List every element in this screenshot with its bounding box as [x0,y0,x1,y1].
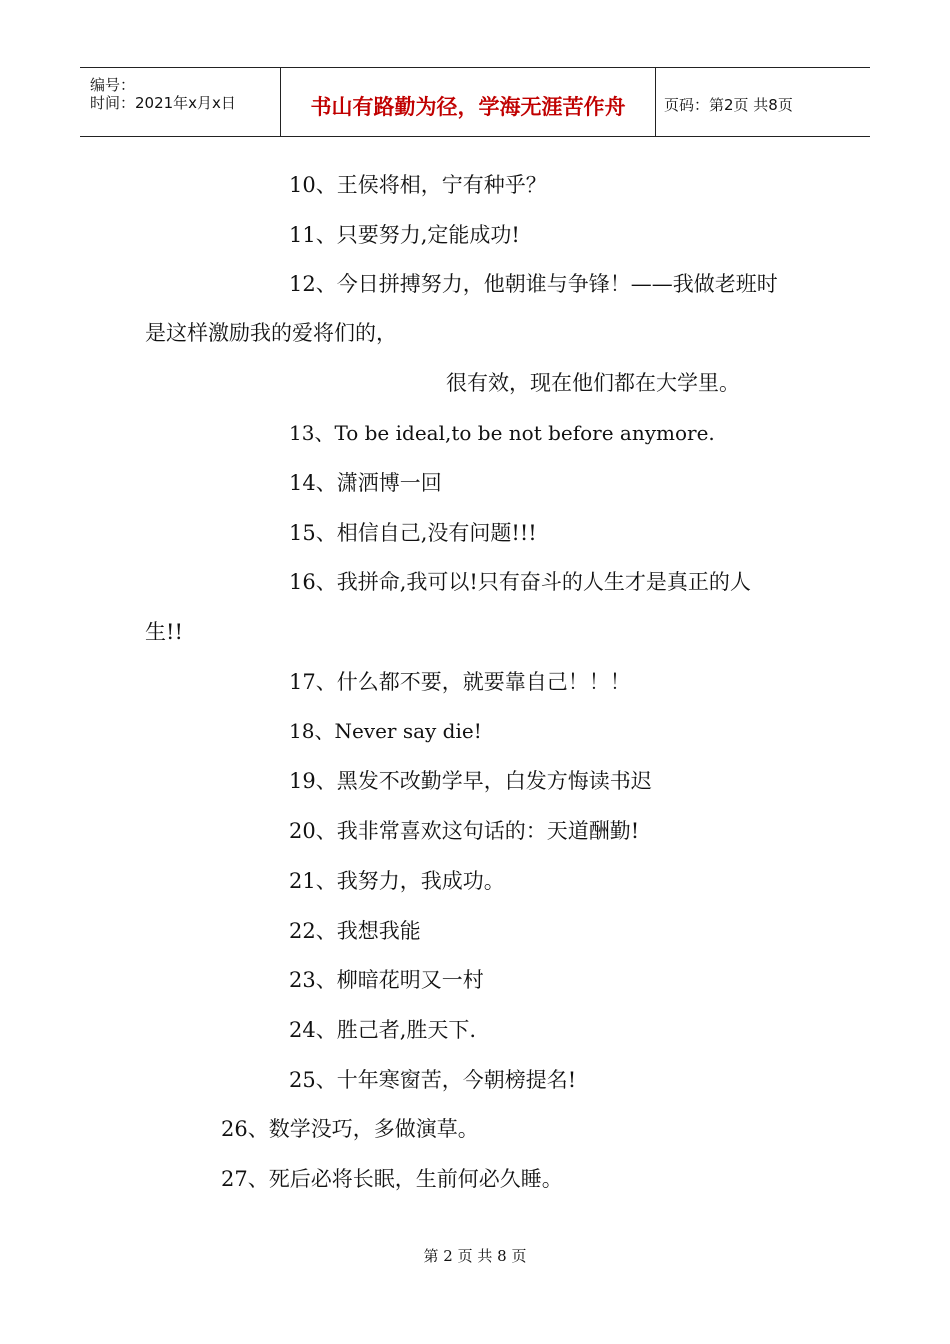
header-right-cell [656,68,870,136]
list-item: 11、只要努力,定能成功! [289,223,520,247]
list-item-continuation: 是这样激励我的爱将们的， [145,321,397,345]
list-item: 27、死后必将长眠，生前何必久睡。 [221,1167,563,1191]
list-item: 26、数学没巧，多做演草。 [221,1117,479,1141]
list-item: 24、胜己者,胜天下. [289,1018,477,1042]
header-page-info: 页码：第2页 共8页 [664,96,793,114]
list-item: 13、To be ideal,to be not before anymore. [289,421,715,445]
list-item: 21、我努力，我成功。 [289,869,505,893]
list-item: 12、今日拼搏努力，他朝谁与争锋！——我做老班时 [289,272,778,296]
list-item: 20、我非常喜欢这句话的：天道酬勤! [289,819,640,843]
page-footer: 第 2 页 共 8 页 [423,1247,527,1265]
document-time-label: 时间：2021年x月x日 [90,94,236,112]
list-item: 17、什么都不要，就要靠自己！！！ [289,670,631,694]
list-item: 10、王侯将相，宁有种乎？ [289,173,547,197]
list-item: 16、我拼命,我可以!只有奋斗的人生才是真正的人 [289,570,751,594]
list-item: 15、相信自己,没有问题!!! [289,521,537,545]
list-item-continuation: 生!! [145,620,183,644]
document-number-label: 编号： [90,76,136,94]
header-motto: 书山有路勤为径，学海无涯苦作舟 [310,95,626,119]
list-item: 25、十年寒窗苦，今朝榜提名! [289,1068,577,1092]
list-item: 22、我想我能 [289,919,421,943]
header-middle-cell [280,68,656,136]
list-item-continuation: 很有效，现在他们都在大学里。 [446,371,740,395]
list-item: 23、柳暗花明又一村 [289,968,484,992]
header-left-cell [80,68,280,136]
list-item: 18、Never say die! [289,719,482,743]
list-item: 19、黑发不改勤学早，白发方悔读书迟 [289,769,652,793]
page-header [80,67,870,137]
list-item: 14、潇洒博一回 [289,471,442,495]
